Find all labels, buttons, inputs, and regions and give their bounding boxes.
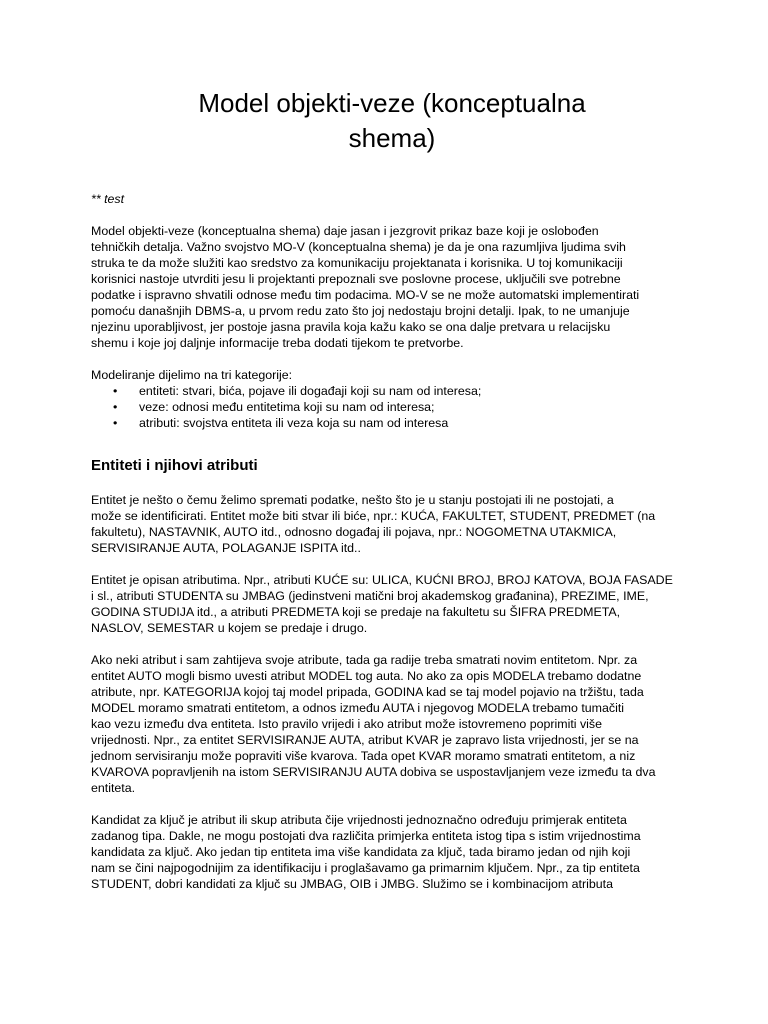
- categories-list: [91, 383, 691, 431]
- bullet-icon: •: [113, 416, 118, 430]
- text-line: Entitet je nešto o čemu želimo spremati podatke, nešto što je u stanju postojati ili ne postojati, a: [91, 493, 614, 507]
- text-line: Ako neki atribut i sam zahtijeva svoje atribute, tada ga radije treba smatrati novim entitetom. Npr. za: [91, 653, 638, 667]
- text-line: atribute, npr. KATEGORIJA kojoj taj model pripada, GODINA kad se taj model pojavio na tržištu, tada: [91, 685, 644, 699]
- list-item: [91, 383, 691, 399]
- paragraph-entitet: [91, 492, 691, 556]
- text-line: Entitet je opisan atributima. Npr., atributi KUĆE su: ULICA, KUĆNI BROJ, BROJ KATOVA, BOJA FASADE: [91, 573, 673, 587]
- intro-paragraph: [91, 223, 691, 351]
- text-line: NASLOV, SEMESTAR u kojem se predaje i drugo.: [91, 621, 368, 635]
- text-line: jednom servisiranju može popraviti više kvarova. Tada opet KVAR moramo smatrati entitetom, a niz: [91, 749, 636, 763]
- category-desc: : odnosi među entitetima koji su nam od interesa;: [165, 400, 435, 414]
- category-term: atributi: [139, 416, 177, 430]
- paragraph-novi-entitet: [91, 652, 691, 796]
- test-label: ** test: [91, 192, 125, 206]
- text-line: entitet AUTO mogli bismo uvesti atribut MODEL tog auta. No ako za opis MODELA trebamo dodatne: [91, 669, 642, 683]
- text-line: korisnici nastoje utvrditi jesu li projektanti prepoznali sve poslovne procese, uključili sve potrebne: [91, 272, 621, 286]
- text-line: struka te da može služiti kao sredstvo za komunikaciju projektanata i korisnika. U toj komunikaciji: [91, 256, 623, 270]
- text-line: njezinu uporabljivost, jer postoje jasna pravila koja kažu kako se ona dalje pretvara u relacijsku: [91, 320, 611, 334]
- category-term: veze: [139, 400, 166, 414]
- text-line: tehničkih detalja. Važno svojstvo MO-V (konceptualna shema) je da je ona razumljiva ljudima svih: [91, 240, 626, 254]
- paragraph-kljuc: [91, 812, 691, 892]
- title-line-2: shema): [348, 123, 436, 153]
- text-line: entiteta.: [91, 781, 136, 795]
- bullet-icon: •: [113, 400, 118, 414]
- text-line: podatke i ispravno shvatili odnose među tim podacima. MO-V se ne može automatski implementirati: [91, 288, 640, 302]
- text-line: STUDENT, dobri kandidati za ključ su JMBAG, OIB i JMBG. Služimo se i kombinacijom atributa: [91, 877, 613, 891]
- text-line: MODEL moramo smatrati entitetom, a odnos između AUTA i njegovog MODELA trebamo tumačiti: [91, 701, 625, 715]
- category-desc: : svojstva entiteta ili veza koja su nam od interesa: [176, 416, 449, 430]
- text-line: KVAROVA popravljenih na istom SERVISIRANJU AUTA dobiva se uspostavljanjem veze između ta dva: [91, 765, 656, 779]
- section-heading: Entiteti i njihovi atributi: [91, 457, 258, 474]
- text-line: može se identificirati. Entitet može biti stvar ili biće, npr.: KUĆA, FAKULTET, STUDENT, PREDMET (na: [91, 509, 656, 523]
- text-line: kao vezu između dva entiteta. Isto pravilo vrijedi i ako atribut može istovremeno poprimiti više: [91, 717, 602, 731]
- category-desc: : stvari, bića, pojave ili događaji koji su nam od interesa;: [175, 384, 482, 398]
- text-line: pomoću današnjih DBMS-a, u prvom redu zato što joj nedostaju brojni detalji. Ipak, to ne umanjuje: [91, 304, 630, 318]
- text-line: shemu i koje joj daljnje informacije treba dodati tijekom te pretvorbe.: [91, 336, 464, 350]
- text-line: nam se čini najpogodnijim za identifikaciju i proglašavamo ga primarnim ključem. Npr., za tip entiteta: [91, 861, 640, 875]
- title-line-1: Model objekti-veze (konceptualna: [198, 88, 586, 118]
- category-term: entiteti: [139, 384, 176, 398]
- list-item: [91, 415, 691, 431]
- text-line: Kandidat za ključ je atribut ili skup atributa čije vrijednosti jednoznačno određuju primjerak entiteta: [91, 813, 627, 827]
- text-line: GODINA STUDIJA itd., a atributi PREDMETA koji se predaje na fakultetu su ŠIFRA PREDMETA,: [91, 605, 621, 619]
- text-line: kandidata za ključ. Ako jedan tip entiteta ima više kandidata za ključ, tada biramo jedan od njih koji: [91, 845, 631, 859]
- bullet-icon: •: [113, 384, 118, 398]
- text-line: zadanog tipa. Dakle, ne mogu postojati dva različita primjerka entiteta istog tipa s istim vrijednostima: [91, 829, 641, 843]
- text-line: vrijednosti. Npr., za entitet SERVISIRANJE AUTA, atribut KVAR je zapravo lista vrijednosti, jer se na: [91, 733, 639, 747]
- list-item: [91, 399, 691, 415]
- text-line: SERVISIRANJE AUTA, POLAGANJE ISPITA itd..: [91, 541, 361, 555]
- document-body: [91, 191, 691, 892]
- text-line: fakultetu), NASTAVNIK, AUTO itd., odnosno događaj ili pojava, npr.: NOGOMETNA UTAKMICA,: [91, 525, 617, 539]
- text-line: i sl., atributi STUDENTA su JMBAG (jedinstveni matični broj akademskog građanina), PREZIME, IME,: [91, 589, 649, 603]
- paragraph-atributi: [91, 572, 691, 636]
- document-title: [92, 86, 692, 156]
- categories-intro: Modeliranje dijelimo na tri kategorije:: [91, 368, 293, 382]
- text-line: Model objekti-veze (konceptualna shema) daje jasan i jezgrovit prikaz baze koji je oslobođen: [91, 224, 599, 238]
